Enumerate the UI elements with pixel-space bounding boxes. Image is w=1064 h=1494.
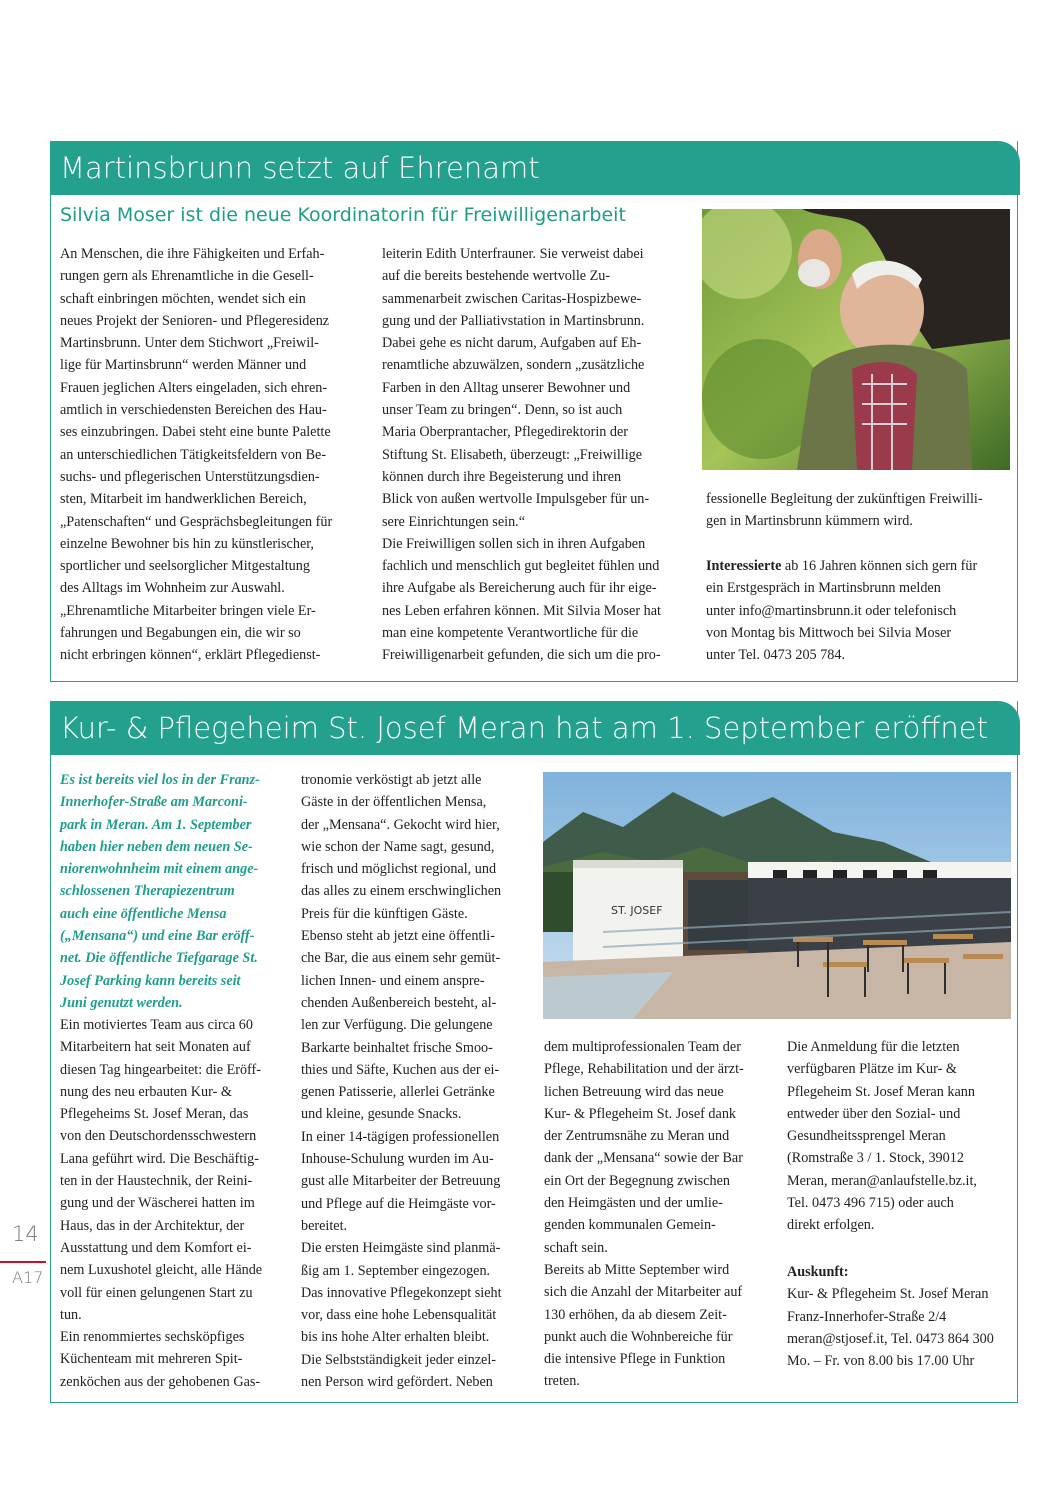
text-line: rungen gern als Ehrenamtliche in die Gesell- <box>60 268 314 285</box>
text-line: verfügbaren Plätze im Kur- & <box>787 1061 957 1078</box>
text-line: die intensive Pflege in Funktion <box>544 1351 726 1368</box>
text-line: dank der „Mensana“ sowie der Bar <box>544 1150 743 1167</box>
info-line: Mo. – Fr. von 8.00 bis 17.00 Uhr <box>787 1353 975 1370</box>
text-line: ten in der Haustechnik, der Reini- <box>60 1173 253 1190</box>
text-line: bereitet. <box>301 1217 348 1234</box>
text-line: amtlich in verschiedensten Bereichen des Hau- <box>60 402 327 419</box>
building-sign: ST. JOSEF <box>611 904 663 917</box>
text-line: Das innovative Pflegekonzept sieht <box>301 1284 502 1301</box>
text-line: entweder über den Sozial- und <box>787 1105 961 1122</box>
text-line: und Pflege auf die Heimgäste vor- <box>301 1195 496 1212</box>
article-st-josef <box>50 701 1018 1403</box>
lead-line: Innerhofer-Straße am Marconi- <box>60 794 248 811</box>
text-line: sten, Mitarbeit im handwerklichen Bereich, <box>60 491 307 508</box>
info-line: Kur- & Pflegeheim St. Josef Meran <box>787 1286 989 1303</box>
article-title: Martinsbrunn setzt auf Ehrenamt <box>50 141 1020 195</box>
text-line: Preis für die künftigen Gäste. <box>301 905 468 922</box>
contact-line: von Montag bis Mittwoch bei Silvia Moser <box>706 624 952 641</box>
text-line: Gäste in der öffentlichen Mensa, <box>301 794 487 811</box>
text-line: unser Team zu bringen“. Denn, so ist auch <box>382 402 623 419</box>
text-line: an unterschiedlichen Tätigkeitsfeldern von Be- <box>60 446 327 463</box>
text-line: Barkarte beinhaltet frische Smoo- <box>301 1039 493 1056</box>
text-line: suchs- und pflegerischen Unterstützungsdien- <box>60 468 320 485</box>
text-line: können durch ihre Begeisterung und ihren <box>382 468 622 485</box>
text-line: lige für Martinsbrunn“ werden Männer und <box>60 357 307 374</box>
text-line: treten. <box>544 1373 580 1390</box>
lead-line: Juni genutzt werden. <box>60 994 183 1011</box>
text-line: len zur Verfügung. Die gelungene <box>301 1017 493 1034</box>
text-line: bis ins hohe Alter erhalten bleibt. <box>301 1329 490 1346</box>
text-line: Farben in den Alltag unserer Bewohner und <box>382 379 631 396</box>
lead-line: („Mensana“) und eine Bar eröff- <box>60 928 255 945</box>
text-line: nung des neu erbauten Kur- & <box>60 1083 232 1100</box>
text-line: gung und der Palliativstation in Martinsbrunn. <box>382 312 645 329</box>
page-label: A17 <box>12 1268 44 1287</box>
lead-line: haben hier neben dem neuen Se- <box>60 838 253 855</box>
text-line: direkt erfolgen. <box>787 1217 875 1234</box>
text-line: Ein motiviertes Team aus circa 60 <box>60 1017 253 1033</box>
page-number: 14 <box>12 1222 39 1246</box>
text-line: lichen Betreuung wird das neue <box>544 1083 724 1100</box>
text-line: schaft sein. <box>544 1239 608 1256</box>
contact-bold: Interessierte <box>706 558 782 574</box>
text-line: sich die Anzahl der Mitarbeiter auf <box>544 1284 743 1301</box>
photo-caregiver-with-resident <box>702 209 1010 470</box>
text-line: Freiwilligenarbeit gefunden, die sich um die pro- <box>382 647 661 664</box>
text-line: Die Freiwilligen sollen sich in ihren Aufgaben <box>382 535 646 552</box>
text-line: neues Projekt der Senioren- und Pflegeresidenz <box>60 312 330 329</box>
lead-line: net. Die öffentliche Tiefgarage St. <box>60 950 258 967</box>
contact-line: unter info@martinsbrunn.it oder telefonisch <box>706 602 957 619</box>
text-line: gung und der Wäscherei hatten im <box>60 1195 255 1212</box>
text-line: Die Selbstständigkeit jeder einzel- <box>301 1351 497 1368</box>
text-line: wie schon der Name sagt, gesund, <box>301 838 495 855</box>
contact-line: unter Tel. 0473 205 784. <box>706 647 846 664</box>
text-line: Pflegeheims St. Josef Meran, das <box>60 1106 249 1123</box>
text-line: des Alltags im Wohnheim zur Auswahl. <box>60 580 285 597</box>
article-martinsbrunn <box>50 141 1018 682</box>
text-line: 130 erhöhen, da ab diesem Zeit- <box>544 1306 727 1323</box>
text-line: nicht erbringen können“, erklärt Pflegedienst- <box>60 647 321 664</box>
text-line: der Zentrumsnähe zu Meran und <box>544 1128 730 1145</box>
text-line: diesen Tag hingearbeitet: die Eröff- <box>60 1061 261 1078</box>
text-line: und kleine, gesunde Snacks. <box>301 1106 462 1123</box>
text-column-3 <box>706 488 1011 533</box>
text-column-2 <box>382 243 687 667</box>
text-line: punkt auch die Wohnbereiche für <box>544 1328 733 1345</box>
text-line: sportlicher und seelsorglicher Mitgestaltung <box>60 558 310 575</box>
text-line: renamtliche abzuwälzen, sondern „zusätzliche <box>382 357 645 374</box>
text-line: Gesundheitssprengel Meran <box>787 1128 946 1145</box>
text-line: fahrungen und Begabungen ein, die wir so <box>60 625 301 642</box>
text-line: Pflege, Rehabilitation und der ärzt- <box>544 1061 744 1078</box>
text-line: Mitarbeitern hat seit Monaten auf <box>60 1039 251 1056</box>
text-line: tun. <box>60 1306 82 1323</box>
text-line: ihre Aufgabe als Bereicherung auch für ihr eige- <box>382 580 657 597</box>
lead-line: niorenwohnheim mit einem ange- <box>60 861 259 878</box>
lead-line: Josef Parking kann bereits seit <box>60 972 241 989</box>
text-line: der „Mensana“. Gekocht wird hier, <box>301 816 500 833</box>
page-divider <box>0 1261 46 1263</box>
text-column-3 <box>544 1036 766 1393</box>
text-line: schaft einbringen möchten, wendet sich ein <box>60 290 306 307</box>
text-line: genen Patisserie, allerlei Getränke <box>301 1084 495 1101</box>
text-line: Kur- & Pflegeheim St. Josef dank <box>544 1105 737 1122</box>
text-line: ßig am 1. September eingezogen. <box>301 1262 491 1279</box>
lead-line: schlossenen Therapiezentrum <box>60 883 235 900</box>
text-line: genden kommunalen Gemein- <box>544 1217 716 1234</box>
text-line: nen Person wird gefördert. Neben <box>301 1374 493 1391</box>
text-line: ein Ort der Begegnung zwischen <box>544 1172 730 1189</box>
text-line: fachlich und menschlich gut begleitet fühlen und <box>382 558 660 575</box>
info-title: Auskunft: <box>787 1264 849 1280</box>
text-line: sere Einrichtungen sein.“ <box>382 513 526 530</box>
text-line: Maria Oberprantacher, Pflegedirektorin der <box>382 424 629 441</box>
text-line: nem Luxushotel gleicht, alle Hände <box>60 1262 263 1279</box>
text-line: thies und Säfte, Kuchen aus der ei- <box>301 1061 500 1078</box>
text-line: Die ersten Heimgäste sind planmä- <box>301 1240 501 1257</box>
text-line: zenköchen aus der gehobenen Gas- <box>60 1373 261 1390</box>
text-line: Meran, meran@anlaufstelle.bz.it, <box>787 1172 977 1189</box>
text-line: einzelne Bewohner bis hin zu künstlerischer, <box>60 535 314 552</box>
text-line: Ausstattung und dem Komfort ei- <box>60 1239 252 1256</box>
text-line: auf die bereits bestehende wertvolle Zu- <box>382 268 611 285</box>
text-line: nes Leben erfahren können. Mit Silvia Moser hat <box>382 602 661 619</box>
text-line: Küchenteam mit mehreren Spit- <box>60 1351 243 1368</box>
article-subtitle: Silvia Moser ist die neue Koordinatorin für Freiwilligenarbeit <box>60 204 626 226</box>
text-line: Pflegeheim St. Josef Meran kann <box>787 1083 975 1100</box>
text-line: Lana geführt wird. Die Beschäftig- <box>60 1150 259 1167</box>
text-line: Die Anmeldung für die letzten <box>787 1039 960 1055</box>
photo-st-josef-terrace <box>543 772 1011 1019</box>
text-line: vor, dass eine hohe Lebensqualität <box>301 1307 497 1324</box>
text-line: den Heimgästen und der umlie- <box>544 1195 723 1212</box>
text-line: Ein renommiertes sechsköpfiges <box>60 1329 245 1346</box>
text-column-1 <box>60 243 365 667</box>
text-line: sammenarbeit zwischen Caritas-Hospizbewe- <box>382 290 642 307</box>
text-line: man eine kompetente Verantwortliche für die <box>382 625 639 642</box>
text-line: tronomie verköstigt ab jetzt alle <box>301 772 482 788</box>
text-line: Inhouse-Schulung wurden im Au- <box>301 1151 494 1168</box>
text-line: lichen Innen- und einem anspre- <box>301 972 485 989</box>
lead-paragraph <box>60 769 282 1014</box>
text-line: Ebenso steht ab jetzt eine öffentli- <box>301 928 495 945</box>
text-line: von den Deutschordensschwestern <box>60 1128 257 1145</box>
text-line: Dabei gehe es nicht darum, Aufgaben auf Eh- <box>382 335 642 352</box>
text-line: Bereits ab Mitte September wird <box>544 1261 730 1278</box>
text-line: gen in Martinsbrunn kümmern wird. <box>706 513 913 530</box>
text-line: fessionelle Begleitung der zukünftigen Freiwilli- <box>706 491 983 507</box>
lead-line: park in Meran. Am 1. September <box>60 816 252 833</box>
info-line: meran@stjosef.it, Tel. 0473 864 300 <box>787 1330 994 1347</box>
lead-line: Es ist bereits viel los in der Franz- <box>60 772 260 788</box>
text-line: frisch und möglichst regional, und <box>301 861 497 878</box>
article-title: Kur- & Pflegeheim St. Josef Meran hat am 1. September eröffnet <box>50 701 1020 755</box>
text-column-4 <box>787 1036 1015 1237</box>
contact-rest: ab 16 Jahren können sich gern für <box>781 558 978 574</box>
contact-paragraph <box>706 555 1011 666</box>
text-line: „Patenschaften“ und Gesprächsbegleitungen für <box>60 513 333 530</box>
text-column-1 <box>60 1014 282 1393</box>
text-line: (Romstraße 3 / 1. Stock, 39012 <box>787 1150 964 1167</box>
text-line: dem multiprofessionalen Team der <box>544 1039 741 1055</box>
text-line: Stiftung St. Elisabeth, überzeugt: „Freiwillige <box>382 446 643 463</box>
text-column-2 <box>301 769 523 1393</box>
text-line: Frauen jeglichen Alters eingeladen, sich ehren- <box>60 379 328 396</box>
text-line: Martinsbrunn. Unter dem Stichwort „Freiwil- <box>60 335 319 352</box>
text-line: ses einzubringen. Dabei steht eine bunte Palette <box>60 424 331 441</box>
text-line: chenden Außenbereich besteht, al- <box>301 994 497 1011</box>
lead-line: auch eine öffentliche Mensa <box>60 905 227 922</box>
text-line: „Ehrenamtliche Mitarbeiter bringen viele Er- <box>60 602 316 619</box>
text-line: An Menschen, die ihre Fähigkeiten und Erfah- <box>60 246 325 262</box>
text-line: che Bar, die aus einem sehr gemüt- <box>301 950 501 967</box>
text-line: Blick von außen wertvolle Impulsgeber für un- <box>382 491 650 508</box>
text-line: In einer 14-tägigen professionellen <box>301 1128 500 1145</box>
info-box <box>787 1261 1015 1372</box>
info-line: Franz-Innerhofer-Straße 2/4 <box>787 1308 947 1325</box>
contact-line: ein Erstgespräch in Martinsbrunn melden <box>706 580 941 597</box>
text-line: gust alle Mitarbeiter der Betreuung <box>301 1173 501 1190</box>
text-line: leiterin Edith Unterfrauner. Sie verweist dabei <box>382 246 644 262</box>
text-line: voll für einen gelungenen Start zu <box>60 1284 253 1301</box>
text-line: das alles zu einem erschwinglichen <box>301 883 502 900</box>
text-line: Haus, das in der Architektur, der <box>60 1217 245 1234</box>
text-line: Tel. 0473 496 715) oder auch <box>787 1195 954 1212</box>
